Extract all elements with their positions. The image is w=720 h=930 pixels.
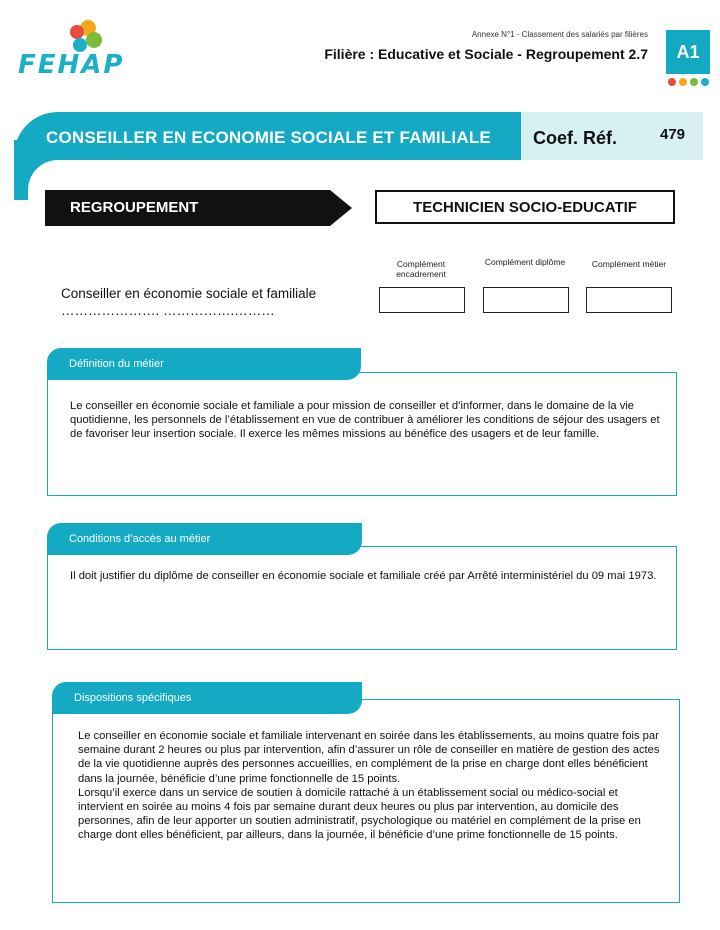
conditions-box [47, 546, 677, 650]
coef-label: Coef. Réf. [533, 128, 618, 148]
definition-tab: Définition du métier [47, 348, 361, 380]
orange-dot [679, 78, 687, 86]
dispositions-tab: Dispositions spécifiques [52, 682, 362, 714]
green-dot [690, 78, 698, 86]
red-dot [668, 78, 676, 86]
complement-encadrement-label: Complément encadrement [396, 259, 446, 279]
conditions-tab: Conditions d’accès au métier [47, 523, 362, 555]
annex-badge: A1 [666, 30, 710, 74]
complement-metier-label: Complément métier [591, 259, 667, 269]
regroupement-label: REGROUPEMENT [70, 199, 199, 216]
color-dots [668, 78, 709, 86]
annex-label: Annexe N°1 - Classement des salariés par filières [471, 30, 648, 39]
coef-value: 479 [660, 126, 686, 143]
conditions-text: Il doit justifier du diplôme de conseiller en économie sociale et familiale créé par Arrêté interministériel du 09 mai 1973. [70, 570, 657, 582]
regroupement-value: TECHNICIEN SOCIO-EDUCATIF [375, 190, 675, 224]
complement-encadrement-field[interactable] [379, 287, 465, 313]
filiere-title: Filière : Educative et Sociale - Regroupement 2.7 [324, 46, 648, 62]
complement-metier-field[interactable] [586, 287, 672, 313]
job-title: CONSEILLER EN ECONOMIE SOCIALE ET FAMILIALE [46, 128, 491, 147]
blue-dot [701, 78, 709, 86]
complement-diplome-label: Complément diplôme [484, 257, 566, 267]
logo-text: FEHAP [18, 50, 125, 80]
dispositions-paragraph-2: Lorsqu’il exerce dans un service de soutien à domicile rattaché à un établissement social ou médico-social et intervient en soirée au moins 4 fois par semaine durant deux heures ou plus par intervention, au domicile des personnes, afin de leur apporter un soutien administratif, psychologique ou matériel en complément de la prise en charge dont elles bénéficient, par ailleurs, dans la journée, il bénéficie d’une prime fonctionnelle de 15 points. [78, 786, 641, 842]
definition-text: Le conseiller en économie sociale et familiale a pour mission de conseiller et d’informer, dans le domaine de la vie quotidienne, les personnels de l’établissement en vue de contribuer à améliorer les conditions de séjour des usagers et de favoriser leur insertion sociale. Il exerce les mêmes missions au bénéfice des usagers et de leur famille. [70, 400, 660, 441]
dispositions-paragraph-1: Le conseiller en économie sociale et familiale intervenant en soirée dans les établissements, au moins quatre fois par semaine durant 2 heures ou plus par intervention, afin d’assurer un rôle de conseiller en matière de gestion des actes de la vie quotidienne auprès des personnes accueillies, en complément de la prise en charge dont elles bénéficient dans la journée, bénéficie d’une prime fonctionnelle de 15 points. [78, 730, 660, 785]
job-line: Conseiller en économie sociale et familiale …………………. …………….……… [61, 286, 317, 318]
complement-diplome-field[interactable] [483, 287, 569, 313]
dispositions-text [78, 729, 662, 843]
